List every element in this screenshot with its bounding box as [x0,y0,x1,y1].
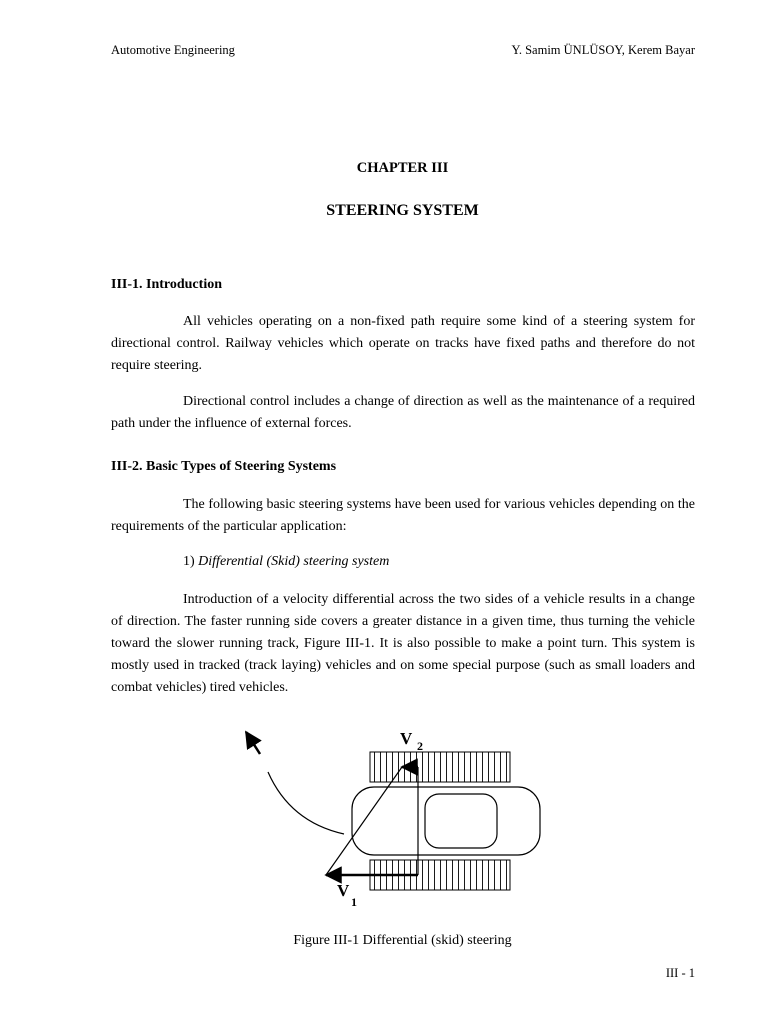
paragraph-intro-2: Directional control includes a change of direction as well as the maintenance of a required path under the influence of external forces. [111,394,695,431]
running-head-left: Automotive Engineering [111,43,235,57]
top-track [370,752,510,782]
section-heading-introduction: III-1. Introduction [111,277,222,292]
running-head-right: Y. Samim ÜNLÜSOY, Kerem Bayar [511,43,695,57]
page-number: III - 1 [665,966,695,980]
figure-differential-steering [230,722,560,922]
label-v1-subscript: 1 [351,895,357,909]
turn-direction-arrow [246,732,260,754]
list-item-differential-steering [183,554,389,570]
turn-path-arc [268,772,344,834]
chapter-title: STEERING SYSTEM [326,202,479,219]
paragraph-differential-steering: Introduction of a velocity differential across the two sides of a vehicle results in a change of direction. The faster running side covers a greater distance in a given time, thus turning the vehicle toward the slower running track, Figure III-1. It is also possible to make a point turn. This system is mostly used in tracked (track laying) vehicles and on some special purpose (such as small loaders and combat vehicles) tired vehicles. [111,592,695,695]
label-v2: V [400,729,413,748]
paragraph-intro-1: All vehicles operating on a non-fixed path require some kind of a steering system for directional control. Railway vehicles which operate on tracks have fixed paths and therefore do not require steering. [111,314,695,373]
paragraph-basic-types-1: The following basic steering systems have been used for various vehicles depending on the requirements of the particular application: [111,497,695,534]
list-item-number: 1) [183,554,195,569]
figure-caption: Figure III-1 Differential (skid) steering [293,933,512,948]
label-v2-subscript: 2 [417,739,423,753]
label-v1: V [337,881,350,900]
chapter-label: CHAPTER III [356,160,449,176]
list-item-text: Differential (Skid) steering system [198,554,390,569]
vehicle-cabin [425,794,497,848]
section-heading-basic-types: III-2. Basic Types of Steering Systems [111,459,337,474]
